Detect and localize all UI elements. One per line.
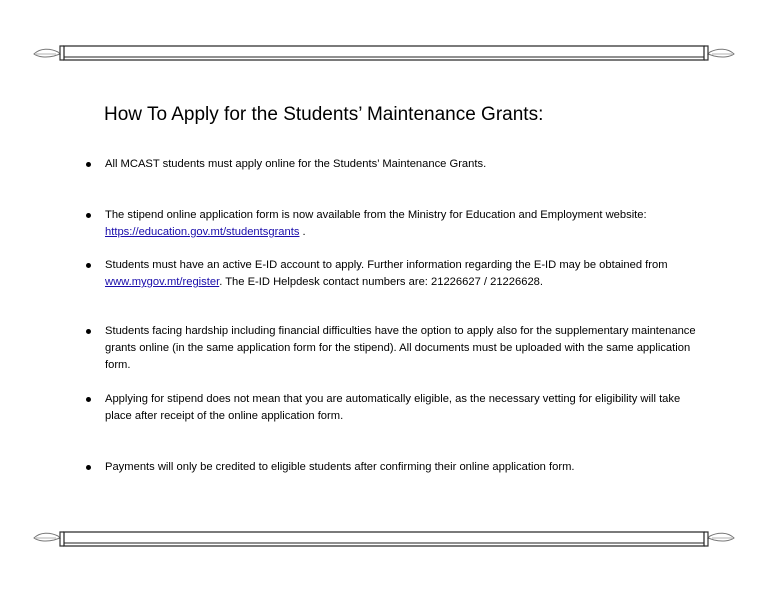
bullet-text <box>105 257 698 291</box>
page-title: How To Apply for the Students’ Maintenance Grants: <box>104 104 544 125</box>
list-item <box>86 207 698 241</box>
bullet-icon <box>86 465 91 470</box>
bullet-text-before: Students must have an active E-ID account to apply. Further information regarding the E-ID may be obtained from <box>105 259 668 271</box>
bullet-text-after: . The E-ID Helpdesk contact numbers are: 21226627 / 21226628. <box>219 276 544 288</box>
bullet-icon <box>86 162 91 167</box>
bullet-text: Students facing hardship including financial difficulties have the option to apply also for the supplementary maintenance grants online (in the same application form for the stipend). All documents must be uploaded with the same application form. <box>105 325 696 371</box>
bullet-text-before: The stipend online application form is now available from the Ministry for Education and Employment website: <box>105 209 647 221</box>
list-item <box>86 323 698 374</box>
list-item <box>86 257 698 291</box>
top-scroll-border <box>30 42 738 64</box>
bullet-text: All MCAST students must apply online for the Students’ Maintenance Grants. <box>105 158 487 170</box>
list-item <box>86 391 698 425</box>
scroll-ornament-icon <box>30 42 738 64</box>
list-item <box>86 459 698 476</box>
bullet-icon <box>86 397 91 402</box>
bullet-text <box>105 207 698 241</box>
scroll-ornament-icon <box>30 528 738 550</box>
bullet-text-after: . <box>299 226 306 238</box>
bottom-scroll-border <box>30 528 738 550</box>
list-item <box>86 156 698 173</box>
bullet-icon <box>86 213 91 218</box>
bullet-text: Payments will only be credited to eligible students after confirming their online application form. <box>105 461 575 473</box>
mygov-register-link[interactable]: www.mygov.mt/register <box>105 276 220 288</box>
education-grants-link[interactable]: https://education.gov.mt/studentsgrants <box>105 226 300 238</box>
bullet-icon <box>86 263 91 268</box>
bullet-icon <box>86 329 91 334</box>
bullet-text: Applying for stipend does not mean that you are automatically eligible, as the necessary vetting for eligibility will take place after receipt of the online application form. <box>105 393 681 422</box>
